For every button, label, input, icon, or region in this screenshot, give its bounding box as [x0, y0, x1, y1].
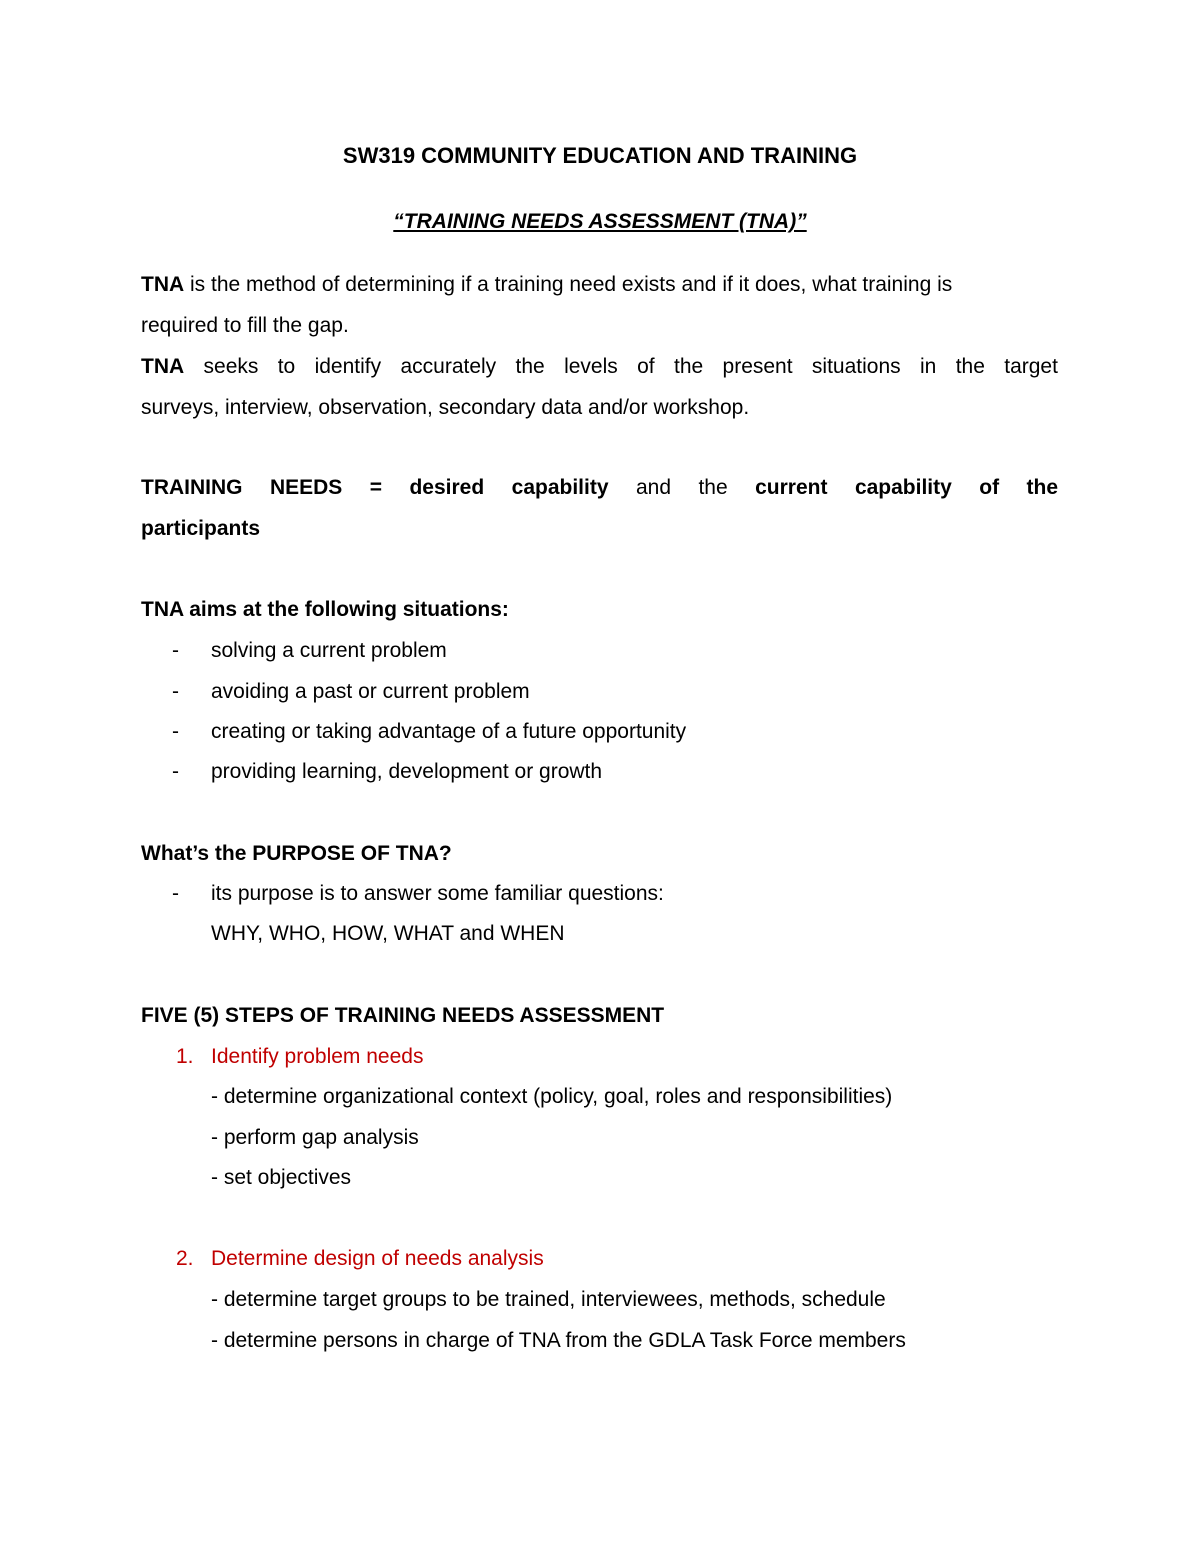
- equation-word: capability: [854, 476, 952, 499]
- document-title: SW319 COMMUNITY EDUCATION AND TRAINING: [342, 143, 858, 168]
- equation-word: TRAINING: [141, 476, 243, 499]
- step1-sub: - set objectives: [211, 1166, 352, 1189]
- purpose-line1: its purpose is to answer some familiar questions:: [211, 882, 664, 905]
- para2-word: to: [277, 355, 296, 378]
- aims-item: providing learning, development or growth: [211, 760, 603, 783]
- para2-line2: surveys, interview, observation, secondary data and/or workshop.: [141, 396, 750, 419]
- para2-word: levels: [564, 355, 618, 378]
- document-subtitle: “TRAINING NEEDS ASSESSMENT (TNA)”: [393, 210, 807, 233]
- step2-number: 2.: [176, 1247, 194, 1270]
- para2-line1: [141, 353, 1058, 381]
- aims-heading: TNA aims at the following situations:: [141, 598, 509, 621]
- aims-item: solving a current problem: [211, 639, 447, 662]
- equation-word: the: [1026, 476, 1059, 499]
- equation-word: capability: [511, 476, 609, 499]
- equation-word: the: [698, 476, 728, 499]
- para2-word: of: [637, 355, 655, 378]
- para1-line2: required to fill the gap.: [141, 314, 349, 337]
- para2-word: accurately: [400, 355, 497, 378]
- step1-title: Identify problem needs: [211, 1045, 424, 1068]
- para2-word: in: [919, 355, 937, 378]
- equation-word: NEEDS: [269, 476, 343, 499]
- bullet-dash: -: [172, 680, 179, 703]
- para2-word: seeks: [203, 355, 259, 378]
- step2-sub: - determine persons in charge of TNA from the GDLA Task Force members: [211, 1329, 906, 1352]
- para1-line1-rest: is the method of determining if a training need exists and if it does, what training is: [184, 273, 953, 296]
- para2-word: the: [673, 355, 704, 378]
- para2-word: situations: [811, 355, 901, 378]
- step2-sub: - determine target groups to be trained, interviewees, methods, schedule: [211, 1288, 886, 1311]
- para2-lead: TNA: [141, 355, 185, 378]
- step1-sub: - determine organizational context (policy, goal, roles and responsibilities): [211, 1085, 893, 1108]
- bullet-dash: -: [172, 760, 179, 783]
- para1-line1: [141, 271, 1058, 299]
- step1-sub: - perform gap analysis: [211, 1126, 419, 1149]
- aims-item: creating or taking advantage of a future opportunity: [211, 720, 687, 743]
- para2-word: target: [1004, 355, 1058, 378]
- para2-word: the: [515, 355, 545, 378]
- equation-word: =: [369, 476, 383, 499]
- equation-line2: participants: [141, 517, 261, 540]
- equation-word: and: [635, 476, 672, 499]
- steps-heading: FIVE (5) STEPS OF TRAINING NEEDS ASSESSMENT: [141, 1004, 665, 1027]
- equation-line1: [141, 474, 1058, 502]
- para2-word: the: [955, 355, 985, 378]
- bullet-dash: -: [172, 639, 179, 662]
- para1-lead: TNA: [141, 273, 185, 296]
- bullet-dash: -: [172, 882, 179, 905]
- equation-word: of: [979, 476, 1000, 499]
- bullet-dash: -: [172, 720, 179, 743]
- aims-item: avoiding a past or current problem: [211, 680, 530, 703]
- para2-word: present: [722, 355, 793, 378]
- step1-number: 1.: [176, 1045, 194, 1068]
- purpose-heading: What’s the PURPOSE OF TNA?: [141, 842, 452, 865]
- para2-word: identify: [314, 355, 382, 378]
- step2-title: Determine design of needs analysis: [211, 1247, 544, 1270]
- equation-word: current: [755, 476, 828, 499]
- purpose-line2: WHY, WHO, HOW, WHAT and WHEN: [211, 922, 565, 945]
- equation-word: desired: [409, 476, 485, 499]
